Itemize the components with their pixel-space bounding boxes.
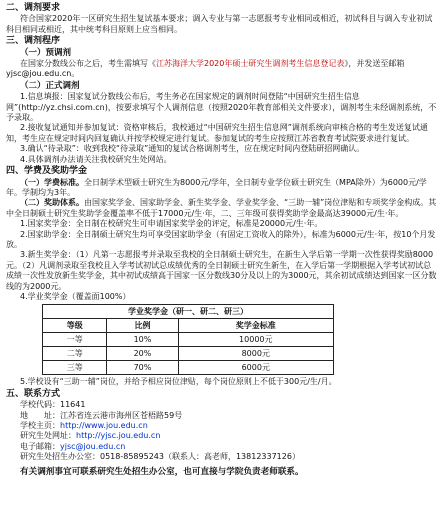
homepage-link[interactable]: http://www.jou.edu.cn xyxy=(60,421,148,430)
adjust-requirements-heading: 二、调剂要求 xyxy=(6,3,61,13)
grad-office-site: 研究生处网址：http://yjsc.jou.edu.cn xyxy=(20,431,161,441)
adjust-procedure-heading: 三、调剂程序 xyxy=(6,36,61,47)
contact-phone: 研究生处招生办公室：0518-85895243（联系人：高老师，13812337126） xyxy=(20,452,300,462)
registration-form-link[interactable]: 江苏海洋大学2020年硕士研究生调剂考生信息登记表 xyxy=(156,59,345,69)
assistantship-text: 5.学校设有“三助一辅”岗位，并给予相应岗位津贴，每个岗位原则上不低于300元/生/月。 xyxy=(20,377,337,387)
school-address: 地 址：江苏省连云港市海州区苍梧路59号 xyxy=(20,410,183,420)
scholarship-table xyxy=(42,304,334,375)
footer-note: 有关调剂事宜可联系研究生处招生办公室，也可直接与学院负责老师联系。 xyxy=(20,466,304,477)
official-step-1: 1.信息填报：国家复试分数线公布后，考生务必在国家规定的调剂时间登陆“中国研究生招生信息网”(http://yz.chsi.com.cn)，按要求填写个人调剂信息（按照2020年教育部相关文件要求），调剂考生未经调剂系统，不予录取。 xyxy=(6,92,437,123)
adjust-requirements-text: 符合国家2020年一区研究生招生复试基本要求；调入专业与第一志愿报考专业相同或相近，初试科目与调入专业初试科目相同或相近，其中统考科目原则上应当相同。 xyxy=(6,14,433,34)
official-step-4: 4.具体调剂办法请关注我校研究生处网站。 xyxy=(20,154,172,164)
table-header: 比例 xyxy=(107,319,178,333)
table-header: 等级 xyxy=(43,319,107,333)
contact-email: 电子邮箱：yjsc@jou.edu.cn xyxy=(20,441,126,451)
school-homepage: 学校主页：http://www.jou.edu.cn xyxy=(20,421,148,430)
national-scholarship: 1.国家奖学金：全日制在校研究生可申请国家奖学金的评定，标准是20000元/生·年。 xyxy=(20,219,323,229)
table-title: 学业奖学金（研一、研二、研三） xyxy=(43,305,334,319)
contact-block xyxy=(6,400,437,462)
national-grant: 2.国家助学金：全日制硕士研究生均可享受国家助学金（有固定工资收入的除外），标准为6000元/生·年，按10个月发放。 xyxy=(6,229,436,249)
table-row: 二等 20% 8000元 xyxy=(43,347,334,361)
school-code: 学校代码：11641 xyxy=(20,400,86,410)
award-system-text: （二）奖助体系。由国家奖学金、国家助学金、新生奖学金、学业奖学金、“三助一辅”岗位津贴和专项奖学金构成。其中全日制硕士研究生奖助学金覆盖率不低于17000元/生·年，二、三年级可获得奖助学金最高达39000元/生·年。 xyxy=(6,198,437,218)
pre-adjust-text: 在国家分数线公布之后，考生需填写《江苏海洋大学2020年硕士研究生调剂考生信息登记表》，并发送至邮箱yjsc@jou.edu.cn。 xyxy=(6,59,405,79)
table-row: 三等 70% 6000元 xyxy=(43,361,334,375)
official-step-3: 3.确认“待录取”：收到我校“待录取”通知的复试合格调剂考生，应在规定时间内登陆研招网确认。 xyxy=(20,144,365,154)
official-adjust-heading: （二）正式调剂 xyxy=(20,80,80,91)
grad-office-link[interactable]: http://yjsc.jou.edu.cn xyxy=(76,431,161,441)
table-row: 一等 10% 10000元 xyxy=(43,333,334,347)
fees-heading: 四、学费及奖助学金 xyxy=(6,166,88,177)
email-link[interactable]: yjsc@jou.edu.cn xyxy=(60,441,126,451)
table-header: 奖学金标准 xyxy=(178,319,333,333)
academic-scholarship: 4.学业奖学金（覆盖面100%） xyxy=(20,291,131,301)
tuition-text: （一）学费标准。全日制学术型硕士研究生为8000元/学年，全日制专业学位硕士研究生（MPA除外）为6000元/学年。学制均为3年。 xyxy=(6,177,427,197)
freshman-scholarship: 3.新生奖学金：（1）凡第一志愿报考并录取至我校的全日制硕士研究生，在新生入学后第一学期一次性获得奖励8000元。（2）凡调剂录取至我校且入学考试初试总成绩优秀的全日制硕士研究生新生，在入学后第一学期根据入学考试初试总成绩一次性发放新生奖学金，其中初试成绩高于国家一区分数线30分及以上的为3000元，其余初试成绩达到国家一区分数线的为2000元。 xyxy=(6,250,437,291)
official-step-2: 2.接收复试通知并参加复试：资格审核后，我校通过“中国研究生招生信息网”调剂系统向审核合格的考生发送复试通知，考生应在规定时间内回复确认并按学校规定进行复试。参加复试的考生应按照江苏省教育考试院要求进行复试。 xyxy=(6,123,428,143)
pre-adjust-heading: （一）预调剂 xyxy=(20,47,72,58)
contact-heading: 五、联系方式 xyxy=(6,388,61,399)
